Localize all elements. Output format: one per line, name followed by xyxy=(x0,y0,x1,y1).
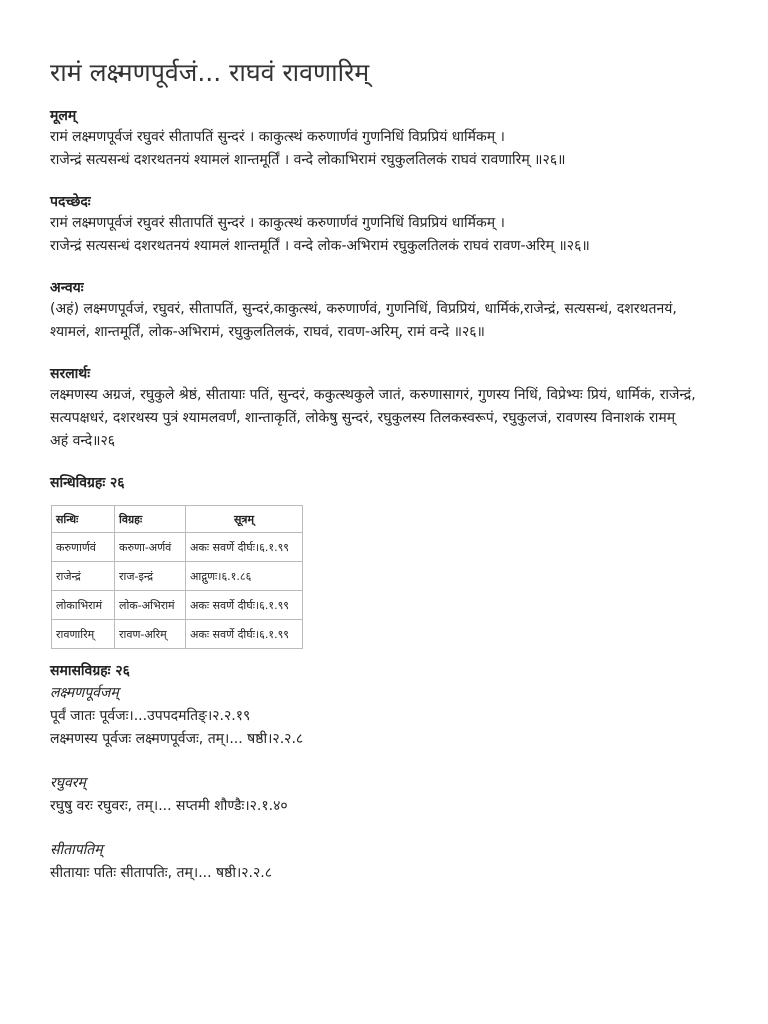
samasa-line: लक्ष्मणस्य पूर्वजः लक्ष्मणपूर्वजः, तम्।... षष्ठी।२.२.८ xyxy=(50,731,304,747)
table-row xyxy=(52,562,303,591)
samasa-line: पूर्वं जातः पूर्वजः।...उपपदमतिङ्।२.२.१९ xyxy=(50,708,251,724)
col-header-sutram: सूत्रम् xyxy=(186,506,303,533)
table-cell: राज-इन्द्रं xyxy=(115,562,186,591)
table-cell: करुणार्णवं xyxy=(52,533,115,562)
col-header-sandhi: सन्धिः xyxy=(52,506,115,533)
padaccheda-line: राजेन्द्रं सत्यसन्धं दशरथतनयं श्यामलं शान्तमूर्तिं । वन्दे लोक-अभिरामं रघुकुलतिलकं राघवं रावण-अरिम् ॥२६॥ xyxy=(50,238,590,254)
table-row xyxy=(52,533,303,562)
table-row xyxy=(52,591,303,620)
table-cell: करुणा-अर्णवं xyxy=(115,533,186,562)
col-header-vigraha: विग्रहः xyxy=(115,506,186,533)
mulam-heading: मूलम् xyxy=(50,108,77,124)
samasa-term: सीतापतिम् xyxy=(50,842,103,858)
padaccheda-line: रामं लक्ष्मणपूर्वजं रघुवरं सीतापतिं सुन्दरं । काकुत्स्थं करुणार्णवं गुणनिधिं विप्रप्रियं धार्मिकम् । xyxy=(50,215,505,231)
saralartha-line: सत्यपक्षधरं, दशरथस्य पुत्रं श्यामलवर्णं, शान्ताकृतिं, लोकेषु सुन्दरं, रघुकुलस्य तिलकस्वरूपं, रघुकुलजं, रावणस्य विनाशकं रामम् xyxy=(50,410,676,426)
page-title: रामं लक्ष्मणपूर्वजं... राघवं रावणारिम् xyxy=(50,58,370,87)
table-cell: आद्गुणः।६.१.८६ xyxy=(186,562,303,591)
samasa-heading: समासविग्रहः २६ xyxy=(50,663,130,679)
saralartha-line: लक्ष्मणस्य अग्रजं, रघुकुले श्रेष्ठं, सीतायाः पतिं, सुन्दरं, ककुत्स्थकुले जातं, करुणासागरं, गुणस्य निधिं, विप्रेभ्यः प्रियं, धार्मिकं, राजेन्द्रं, xyxy=(50,387,696,403)
table-header-row xyxy=(52,506,303,533)
sandhi-heading: सन्धिविग्रहः २६ xyxy=(50,475,125,491)
samasa-line: रघुषु वरः रघुवरः, तम्।... सप्तमी शौण्डैः।२.१.४० xyxy=(50,798,288,814)
table-cell: राजेन्द्रं xyxy=(52,562,115,591)
saralartha-line: अहं वन्दे॥२६ xyxy=(50,433,116,449)
table-cell: लोक-अभिरामं xyxy=(115,591,186,620)
anvaya-line: श्यामलं, शान्तमूर्तिं, लोक-अभिरामं, रघुकुलतिलकं, राघवं, रावण-अरिम्, रामं वन्दे ॥२६॥ xyxy=(50,324,485,340)
table-cell: अकः सवर्णे दीर्घः।६.१.९९ xyxy=(186,620,303,649)
anvaya-heading: अन्वयः xyxy=(50,280,84,296)
table-cell: अकः सवर्णे दीर्घः।६.१.९९ xyxy=(186,533,303,562)
mulam-line: रामं लक्ष्मणपूर्वजं रघुवरं सीतापतिं सुन्दरं । काकुत्स्थं करुणार्णवं गुणनिधिं विप्रप्रियं धार्मिकम् । xyxy=(50,129,505,145)
table-cell: रावण-अरिम् xyxy=(115,620,186,649)
padaccheda-heading: पदच्छेदः xyxy=(50,194,91,210)
sandhi-table xyxy=(51,505,303,649)
anvaya-line: (अहं) लक्ष्मणपूर्वजं, रघुवरं, सीतापतिं, सुन्दरं,काकुत्स्थं, करुणार्णवं, गुणनिधिं, विप्रप्रियं, धार्मिकं,राजेन्द्रं, सत्यसन्धं, दशरथतनयं, xyxy=(50,301,677,317)
table-row xyxy=(52,620,303,649)
samasa-term: लक्ष्मणपूर्वजम् xyxy=(50,685,119,701)
samasa-term: रघुवरम् xyxy=(50,775,86,791)
saralartha-heading: सरलार्थः xyxy=(50,366,91,382)
table-cell: लोकाभिरामं xyxy=(52,591,115,620)
document-page xyxy=(50,54,740,885)
table-cell: रावणारिम् xyxy=(52,620,115,649)
table-cell: अकः सवर्णे दीर्घः।६.१.९९ xyxy=(186,591,303,620)
mulam-line: राजेन्द्रं सत्यसन्धं दशरथतनयं श्यामलं शान्तमूर्तिं । वन्दे लोकाभिरामं रघुकुलतिलकं राघवं रावणारिम् ॥२६॥ xyxy=(50,152,566,168)
samasa-line: सीतायाः पतिः सीतापतिः, तम्।... षष्ठी।२.२.८ xyxy=(50,865,273,881)
